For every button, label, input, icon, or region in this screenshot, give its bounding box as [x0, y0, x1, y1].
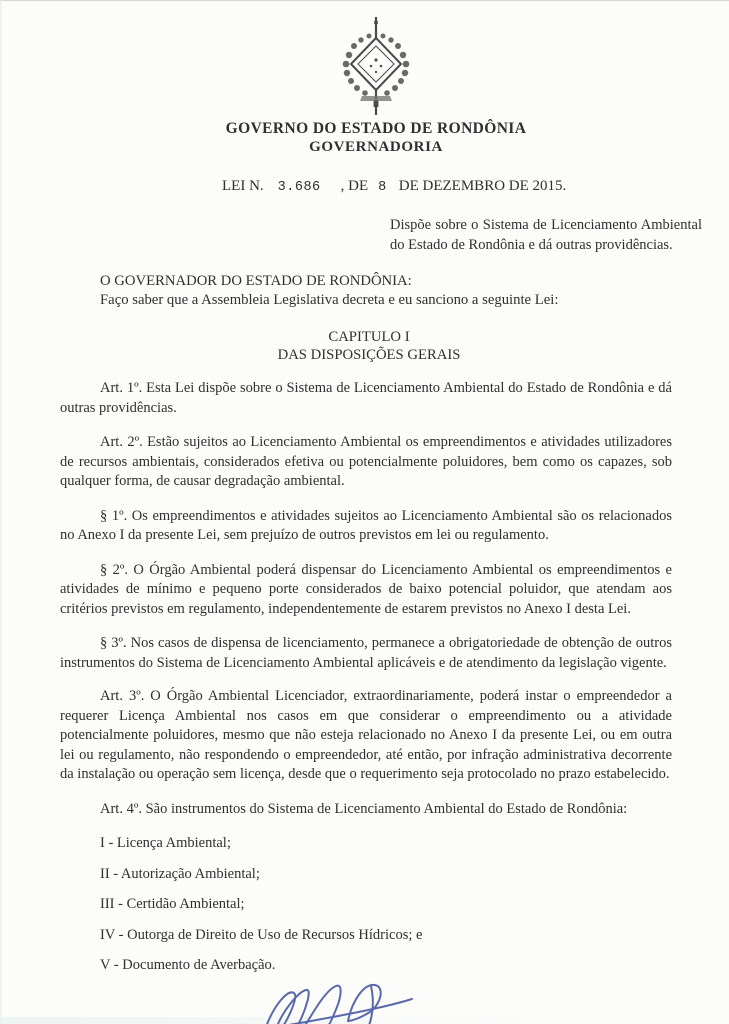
inciso-3: III - Certidão Ambiental; — [100, 896, 245, 912]
scan-edge-left — [0, 0, 2, 1024]
preamble — [100, 272, 672, 310]
law-date-suffix: DE DEZEMBRO DE 2015. — [398, 178, 567, 194]
inciso-4: IV - Outorga de Direito de Uso de Recursos Hídricos; e — [100, 926, 423, 943]
chapter-title: CAPITULO I — [328, 329, 410, 345]
preamble-governor-line: O GOVERNADOR DO ESTADO DE RONDÔNIA: — [100, 273, 412, 289]
law-day-typed: 8 — [378, 180, 387, 195]
letterhead-government-name: GOVERNO DO ESTADO DE RONDÔNIA — [225, 120, 527, 137]
instrument-list — [60, 834, 672, 975]
article-2-paragraph-1: § 1º. Os empreendimentos e atividades sujeitos ao Licenciamento Ambiental são os relacionados no Anexo I da presente Lei, sem prejuízo de outros previstos em lei ou regulamento. — [60, 507, 672, 543]
article-2: Art. 2º. Estão sujeitos ao Licenciamento Ambiental os empreendimentos e atividades utilizadores de recursos ambientais, considerados efetiva ou potencialmente poluidores, bem como os capazes, sob qualquer forma, de causar degradação ambiental. — [60, 434, 672, 489]
chapter-subtitle: DAS DISPOSIÇÕES GERAIS — [277, 346, 461, 363]
handwritten-rubric-signature-icon — [252, 977, 430, 1024]
inciso-5: V - Documento de Averbação. — [100, 957, 276, 973]
law-prefix: LEI N. — [222, 178, 264, 194]
crest-container — [60, 16, 672, 118]
article-2-paragraph-3: § 3º. Nos casos de dispensa de licenciamento, permanece a obrigatoriedade de obtenção de outros instrumentos do Sistema de Licenciamento Ambiental aplicáveis e de atendimento da legislação vigente. — [60, 635, 672, 671]
inciso-2: II - Autorização Ambiental; — [100, 865, 260, 882]
letterhead-office-name: GOVERNADORIA — [309, 139, 443, 155]
signature-container — [252, 977, 672, 1024]
article-3: Art. 3º. O Órgão Ambiental Licenciador, extraordinariamente, poderá instar o empreendedor a requerer Licença Ambiental nos casos em que considerar o empreendimento ou a atividade potencialmente poluidores, mesmo que não esteja relacionado no Anexo I da presente Lei, ou em outra lei ou regulamento, não respondendo o empreendedor, até então, por infração administrativa decorrente da instalação ou operação sem licença, desde que o requerimento seja protocolado no prazo estabelecido. — [60, 688, 672, 782]
article-2-paragraph-2: § 2º. O Órgão Ambiental poderá dispensar do Licenciamento Ambiental os empreendimentos e atividades de mínimo e pequeno porte considerados de baixo potencial poluidor, que atendam aos critérios previstos em regulamento, independentemente de estarem previstos no Anexo I desta Lei. — [60, 561, 672, 617]
document-content — [60, 0, 702, 1024]
law-number-typed: 3.686 — [277, 180, 321, 195]
inciso-1: I - Licença Ambiental; — [100, 835, 231, 851]
article-4: Art. 4º. São instrumentos do Sistema de Licenciamento Ambiental do Estado de Rondônia: — [100, 800, 628, 817]
chapter-heading — [60, 329, 672, 364]
law-number-line — [222, 178, 672, 195]
article-1: Art. 1º. Esta Lei dispõe sobre o Sistema de Licenciamento Ambiental do Estado de Rondônia e dá outras providências. — [60, 380, 672, 416]
preamble-sanction-line: Faço saber que a Assembleia Legislativa decreta e eu sanciono a seguinte Lei: — [100, 292, 559, 308]
law-mid: , DE — [340, 178, 369, 194]
law-summary-ementa: Dispõe sobre o Sistema de Licenciamento Ambiental do Estado de Rondônia e dá outras providências. — [390, 217, 702, 253]
rondonia-coat-of-arms-icon — [335, 16, 417, 118]
